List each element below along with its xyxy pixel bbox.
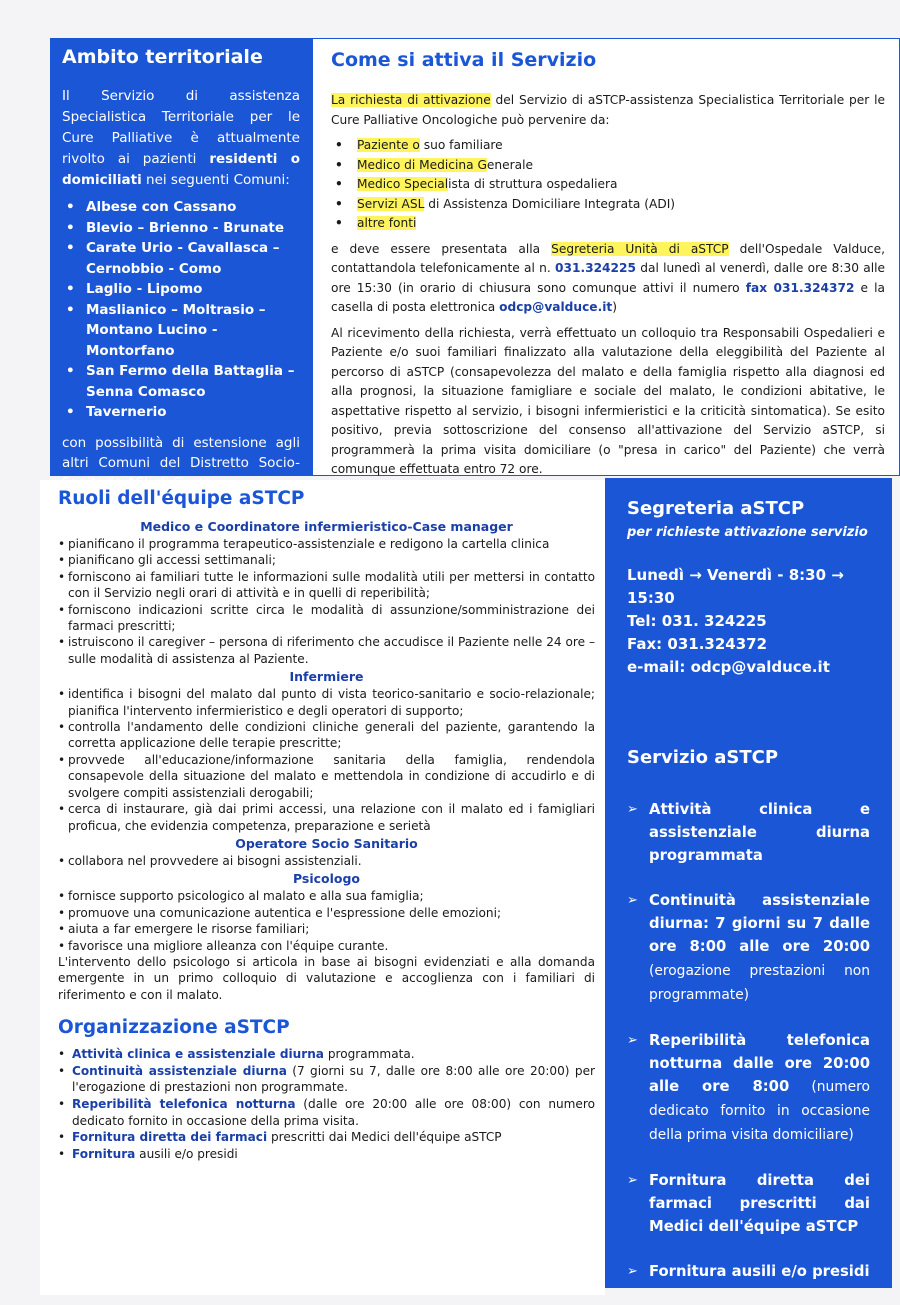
segreteria-tel[interactable]: Tel: 031. 324225 bbox=[627, 612, 767, 630]
list-item: ➢ Attività clinica e assistenziale diurna programmata bbox=[627, 798, 870, 867]
group-heading: Psicologo bbox=[292, 871, 361, 887]
list-item: • pianificano il programma terapeutico-assistenziale e redigono la cartella clinica bbox=[58, 536, 595, 552]
list-item: • pianificano gli accessi settimanali; bbox=[58, 552, 595, 568]
list-item: • aiuta a far emergere le risorse familiari; bbox=[58, 921, 595, 937]
organizzazione-list bbox=[58, 1046, 595, 1162]
list-item: • Albese con Cassano bbox=[62, 197, 300, 218]
ambito-intro: Il Servizio di assistenza Specialistica Territoriale per le Cure Palliative è attualmente rivolto ai pazienti residenti o domiciliati nei seguenti Comuni: bbox=[62, 88, 300, 188]
list-item: • Laglio - Lipomo bbox=[62, 279, 300, 300]
list-item: • Fornitura diretta dei farmaci prescritti dai Medici dell'équipe aSTCP bbox=[58, 1129, 595, 1146]
list-item: • Carate Urio - Cavallasca – Cernobbio - Como bbox=[62, 238, 300, 279]
list-item: • San Fermo della Battaglia – Senna Comasco bbox=[62, 361, 300, 402]
comuni-list bbox=[62, 197, 300, 423]
list-item: • controlla l'andamento delle condizioni cliniche generali del paziente, garantendo la corretta applicazione delle terapie prescritte; bbox=[58, 719, 595, 752]
list-item: • istruiscono il caregiver – persona di riferimento che accudisce il Paziente nelle 24 ore – sulle modalità di assistenza al Paziente. bbox=[58, 634, 595, 667]
come-title: Come si attiva il Servizio bbox=[331, 49, 597, 71]
ambito-title: Ambito territoriale bbox=[62, 46, 263, 68]
list-item: • Attività clinica e assistenziale diurna programmata. bbox=[58, 1046, 595, 1063]
list-item: • Blevio – Brienno - Brunate bbox=[62, 218, 300, 239]
group-heading: Operatore Socio Sanitario bbox=[235, 835, 418, 851]
segreteria-fax[interactable]: Fax: 031.324372 bbox=[627, 635, 768, 653]
fax-number[interactable]: fax 031.324372 bbox=[745, 280, 855, 295]
segreteria-subtitle: per richieste attivazione servizio bbox=[627, 525, 868, 540]
list-item: ➢ Fornitura ausili e/o presidi bbox=[627, 1260, 870, 1283]
segreteria-servizio-panel bbox=[605, 478, 892, 1288]
list-item: • Fornitura ausili e/o presidi bbox=[58, 1146, 595, 1163]
come-si-attiva-panel bbox=[312, 38, 900, 476]
group-list bbox=[58, 686, 595, 834]
organizzazione-title: Organizzazione aSTCP bbox=[58, 1017, 290, 1039]
list-item: • favorisce una migliore alleanza con l'équipe curante. bbox=[58, 938, 595, 954]
come-paragraph-2: e deve essere presentata alla Segreteria Unità di aSTCP dell'Ospedale Valduce, contattandola telefonicamente al n. 031.324225 dal lunedì al venerdì, dalle ore 8:30 alle ore 15:30 (in orario di chiusura sono comunque attivi il numero fax 031.324372 e la casella di posta elettronica odcp@valduce.it) bbox=[331, 241, 886, 314]
list-item: ➢ Continuità assistenziale diurna: 7 giorni su 7 dalle ore 8:00 alle ore 20:00 (erogazione prestazioni non programmate) bbox=[627, 889, 870, 1007]
list-item: • identifica i bisogni del malato dal punto di vista teorico-sanitario e socio-relazionale; pianifica l'intervento infermieristico e degli operatori di supporto; bbox=[58, 686, 595, 719]
list-item: • forniscono indicazioni scritte circa le modalità di assunzione/somministrazione dei farmaci prescritti; bbox=[58, 602, 595, 635]
list-item: • Continuità assistenziale diurna (7 giorni su 7, dalle ore 8:00 alle ore 20:00) per l'erogazione di prestazioni non programmate. bbox=[58, 1063, 595, 1096]
come-paragraph-3: Al ricevimento della richiesta, verrà effettuato un colloquio tra Responsabili Ospedalieri e Paziente e/o suoi familiari finalizzato alla valutazione della eleggibilità del Paziente al percorso di aSTCP (consapevolezza del malato e della famiglia rispetto alla diagnosi ed alla prognosi, la situazione famigliare e sociale del malato, le condizioni abitative, le aspettative rispetto al servizio, i bisogni infermieristici e la criticità sintomatica). Se esito positivo, previa sottoscrizione del consenso all'attivazione del Servizio aSTCP, si programmerà la prima visita domiciliare (o "presa in carico" del Paziente) che verrà comunque effettuata entro 72 ore. bbox=[331, 325, 885, 476]
list-item: ➢ Fornitura diretta dei farmaci prescritti dai Medici dell'équipe aSTCP bbox=[627, 1169, 870, 1238]
phone-number[interactable]: 031.324225 bbox=[555, 261, 636, 275]
list-item: • Paziente o suo familiare bbox=[331, 136, 885, 156]
servizio-title: Servizio aSTCP bbox=[627, 747, 779, 768]
list-item: • promuove una comunicazione autentica e l'espressione delle emozioni; bbox=[58, 905, 595, 921]
group-list bbox=[58, 888, 595, 954]
segreteria-hours: Lunedì → Venerdì - 8:30 → 15:30 bbox=[627, 566, 844, 607]
list-item: • Medico di Medicina Generale bbox=[331, 156, 885, 176]
ambito-territoriale-panel bbox=[50, 38, 312, 476]
sources-list bbox=[331, 136, 885, 234]
list-item: • altre fonti bbox=[331, 214, 885, 234]
servizio-list bbox=[627, 798, 870, 1283]
list-item: ➢ Reperibilità telefonica notturna dalle ore 20:00 alle ore 8:00 (numero dedicato fornito in occasione della prima visita domiciliare) bbox=[627, 1029, 870, 1147]
ambito-outro: con possibilità di estensione agli altri Comuni del Distretto Socio- bbox=[62, 434, 300, 471]
list-item: • Reperibilità telefonica notturna (dalle ore 20:00 alle ore 08:00) con numero dedicato fornito in occasione della prima visita. bbox=[58, 1096, 595, 1129]
list-item: • Tavernerio bbox=[62, 402, 300, 423]
ruoli-equipe-panel bbox=[40, 480, 605, 1295]
group-heading: Infermiere bbox=[289, 669, 364, 685]
list-item: • forniscono ai familiari tutte le informazioni sulle modalità utili per mettersi in contatto con il Servizio negli orari di attività e in quelli di reperibilità; bbox=[58, 569, 595, 602]
come-paragraph-1: La richiesta di attivazione del Servizio di aSTCP-assistenza Specialistica Territoriale per le Cure Palliative Oncologiche può pervenire da: bbox=[331, 93, 885, 127]
psicologo-closing: L'intervento dello psicologo si articola in base ai bisogni evidenziati e alla domanda emergente in un primo colloquio di valutazione e accoglienza con i familiari di riferimento e con il malato. bbox=[58, 954, 595, 1002]
list-item: • fornisce supporto psicologico al malato e alla sua famiglia; bbox=[58, 888, 595, 904]
list-item: • provvede all'educazione/informazione sanitaria della famiglia, rendendola consapevole della situazione del malato e mettendola in condizione di accudirlo e di svolgere compiti assistenziali derogabili; bbox=[58, 752, 595, 801]
group-list bbox=[58, 853, 595, 869]
list-item: • cerca di instaurare, già dai primi accessi, una relazione con il malato ed i famigliari proficua, che evidenzia competenza, preparazione e serietà bbox=[58, 801, 595, 834]
group-heading: Medico e Coordinatore infermieristico-Case manager bbox=[140, 519, 513, 534]
list-item: • Maslianico – Moltrasio – Montano Lucino - Montorfano bbox=[62, 300, 300, 362]
email-link[interactable]: odcp@valduce.it bbox=[499, 300, 613, 314]
segreteria-title: Segreteria aSTCP bbox=[627, 498, 805, 519]
group-list bbox=[58, 536, 595, 667]
ruoli-title: Ruoli dell'équipe aSTCP bbox=[58, 488, 305, 509]
segreteria-email[interactable]: e-mail: odcp@valduce.it bbox=[627, 658, 830, 676]
list-item: • Medico Specialista di struttura ospedaliera bbox=[331, 175, 885, 195]
list-item: • collabora nel provvedere ai bisogni assistenziali. bbox=[58, 853, 595, 869]
list-item: • Servizi ASL di Assistenza Domiciliare Integrata (ADI) bbox=[331, 195, 885, 215]
